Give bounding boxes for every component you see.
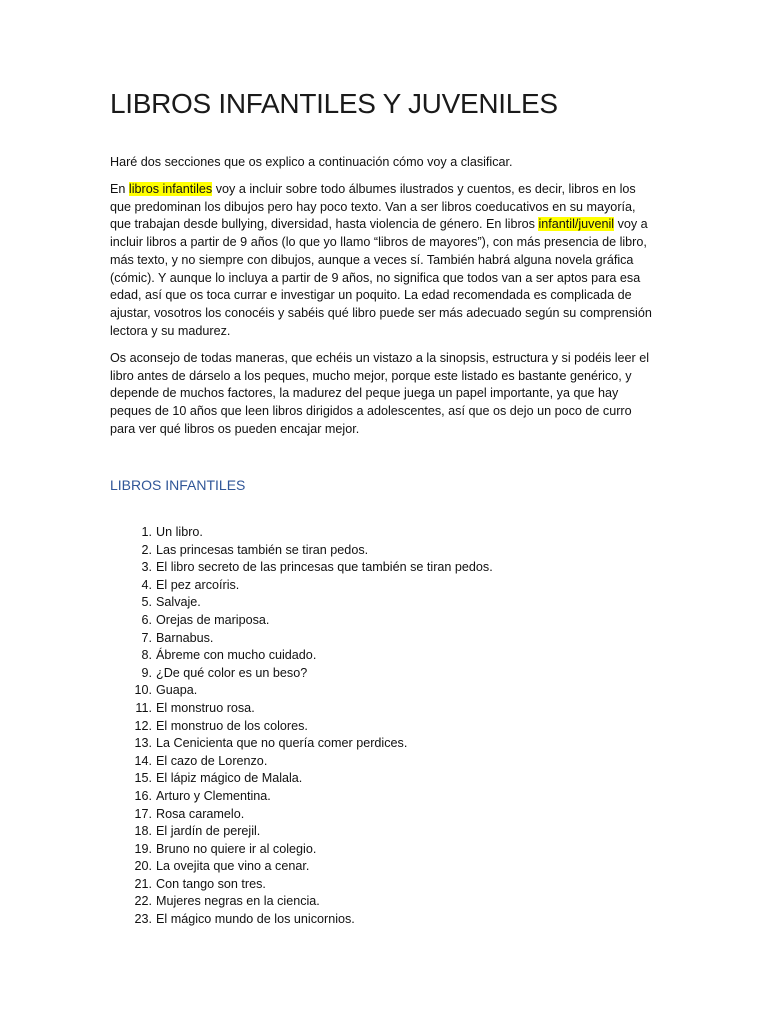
list-item-number: 10. [134, 683, 152, 698]
list-item-number: 2. [141, 542, 152, 557]
list-item [110, 823, 493, 841]
paragraph-text: voy a incluir libros a partir de 9 años (lo que yo llamo “libros de mayores”), con más presencia de libro, más texto, y no siempre con dibujos, aunque a veces sí. También habrá alguna novela gráfica (cómic). Y aunque lo incluya a partir de 9 años, no significa que todos van a ser aptos para esa edad, así que os toca currar e investigar un poquito. La edad recomendada es complicada de ajustar, vosotros los conocéis y sabéis qué libro puede ser más adecuado según su comprensión lectora y su madurez. [110, 217, 652, 338]
list-item-number: 18. [134, 824, 152, 839]
list-item-title: Salvaje. [156, 595, 201, 610]
list-item-number: 9. [141, 665, 152, 680]
list-item [110, 841, 493, 859]
list-item-title: Ábreme con mucho cuidado. [156, 648, 317, 663]
list-item [110, 876, 493, 894]
list-item-number: 22. [134, 894, 152, 909]
list-item-title: Barnabus. [156, 630, 214, 645]
list-item [110, 718, 493, 736]
list-item-title: El lápiz mágico de Malala. [156, 771, 303, 786]
list-item-title: ¿De qué color es un beso? [156, 665, 308, 680]
list-item [110, 893, 493, 911]
list-item-title: El monstruo rosa. [156, 700, 255, 715]
highlighted-text: libros infantiles [128, 182, 213, 196]
list-item [110, 682, 493, 700]
classification-paragraph [110, 181, 658, 340]
list-item-number: 7. [141, 630, 152, 645]
list-item [110, 647, 493, 665]
list-item-title: Las princesas también se tiran pedos. [156, 542, 369, 557]
paragraph-text: voy a incluir sobre todo álbumes ilustrados y cuentos, es decir, libros en los que predominan los dibujos pero hay poco texto. Van a ser libros coeducativos en su mayoría, que trabajan desde bullying, diversidad, hasta violencia de género. En libros [110, 182, 636, 232]
list-item [110, 753, 493, 771]
list-item-number: 14. [134, 753, 152, 768]
list-item-number: 11. [135, 700, 152, 715]
list-item-title: El monstruo de los colores. [156, 718, 308, 733]
list-item-number: 6. [141, 612, 152, 627]
list-item [110, 524, 493, 542]
list-item-title: Mujeres negras en la ciencia. [156, 894, 320, 909]
list-item-title: Un libro. [156, 525, 203, 539]
list-item [110, 700, 493, 718]
list-item-title: El cazo de Lorenzo. [156, 753, 268, 768]
page-title: LIBROS INFANTILES Y JUVENILES [110, 88, 558, 119]
list-item-number: 3. [141, 560, 152, 575]
list-item-number: 17. [134, 806, 152, 821]
advice-paragraph: Os aconsejo de todas maneras, que echéis un vistazo a la sinopsis, estructura y si podéis leer el libro antes de dárselo a los peques, mucho mejor, porque este listado es bastante genérico, y depende de muchos factores, la madurez del peque juega un papel importante, ya que hay peques de 10 años que leen libros dirigidos a adolescentes, así que os dejo un poco de curro para ver qué libros os pueden encajar mejor. [110, 351, 650, 436]
list-item-number: 23. [134, 912, 152, 927]
list-item [110, 665, 493, 683]
book-list [110, 524, 493, 929]
list-item-title: Arturo y Clementina. [156, 788, 271, 803]
list-item-title: Con tango son tres. [156, 876, 266, 891]
list-item-number: 15. [134, 771, 152, 786]
list-item-title: El mágico mundo de los unicornios. [156, 912, 355, 927]
list-item [110, 630, 493, 648]
list-item-number: 13. [134, 736, 152, 751]
list-item-title: Bruno no quiere ir al colegio. [156, 841, 317, 856]
list-item [110, 911, 493, 929]
list-item-title: La Cenicienta que no quería comer perdices. [156, 736, 408, 751]
list-item-title: El libro secreto de las princesas que también se tiran pedos. [156, 560, 493, 575]
list-item-title: Rosa caramelo. [156, 806, 245, 821]
list-item-number: 19. [134, 841, 152, 856]
list-item-number: 16. [134, 788, 152, 803]
list-item-title: El pez arcoíris. [156, 577, 240, 592]
highlighted-text: infantil/juvenil [538, 217, 615, 232]
list-item-number: 21. [134, 876, 152, 891]
list-item [110, 770, 493, 788]
list-item-title: Guapa. [156, 683, 198, 698]
intro-paragraph: Haré dos secciones que os explico a continuación cómo voy a clasificar. [110, 155, 513, 169]
list-item-number: 8. [141, 648, 152, 663]
list-item-title: La ovejita que vino a cenar. [156, 859, 310, 874]
list-item-number: 5. [141, 595, 152, 610]
list-item-number: 20. [134, 859, 152, 874]
list-item [110, 735, 493, 753]
list-item [110, 594, 493, 612]
list-item-title: El jardín de perejil. [156, 824, 261, 839]
section-heading: LIBROS INFANTILES [110, 477, 246, 493]
list-item [110, 612, 493, 630]
list-item [110, 806, 493, 824]
list-item-title: Orejas de mariposa. [156, 612, 270, 627]
list-item-number: 1. [141, 525, 152, 539]
paragraph-text: En [110, 182, 129, 196]
list-item-number: 4. [141, 577, 152, 592]
list-item [110, 858, 493, 876]
list-item [110, 577, 493, 595]
list-item [110, 788, 493, 806]
list-item [110, 542, 493, 560]
list-item [110, 559, 493, 577]
list-item-number: 12. [134, 718, 152, 733]
